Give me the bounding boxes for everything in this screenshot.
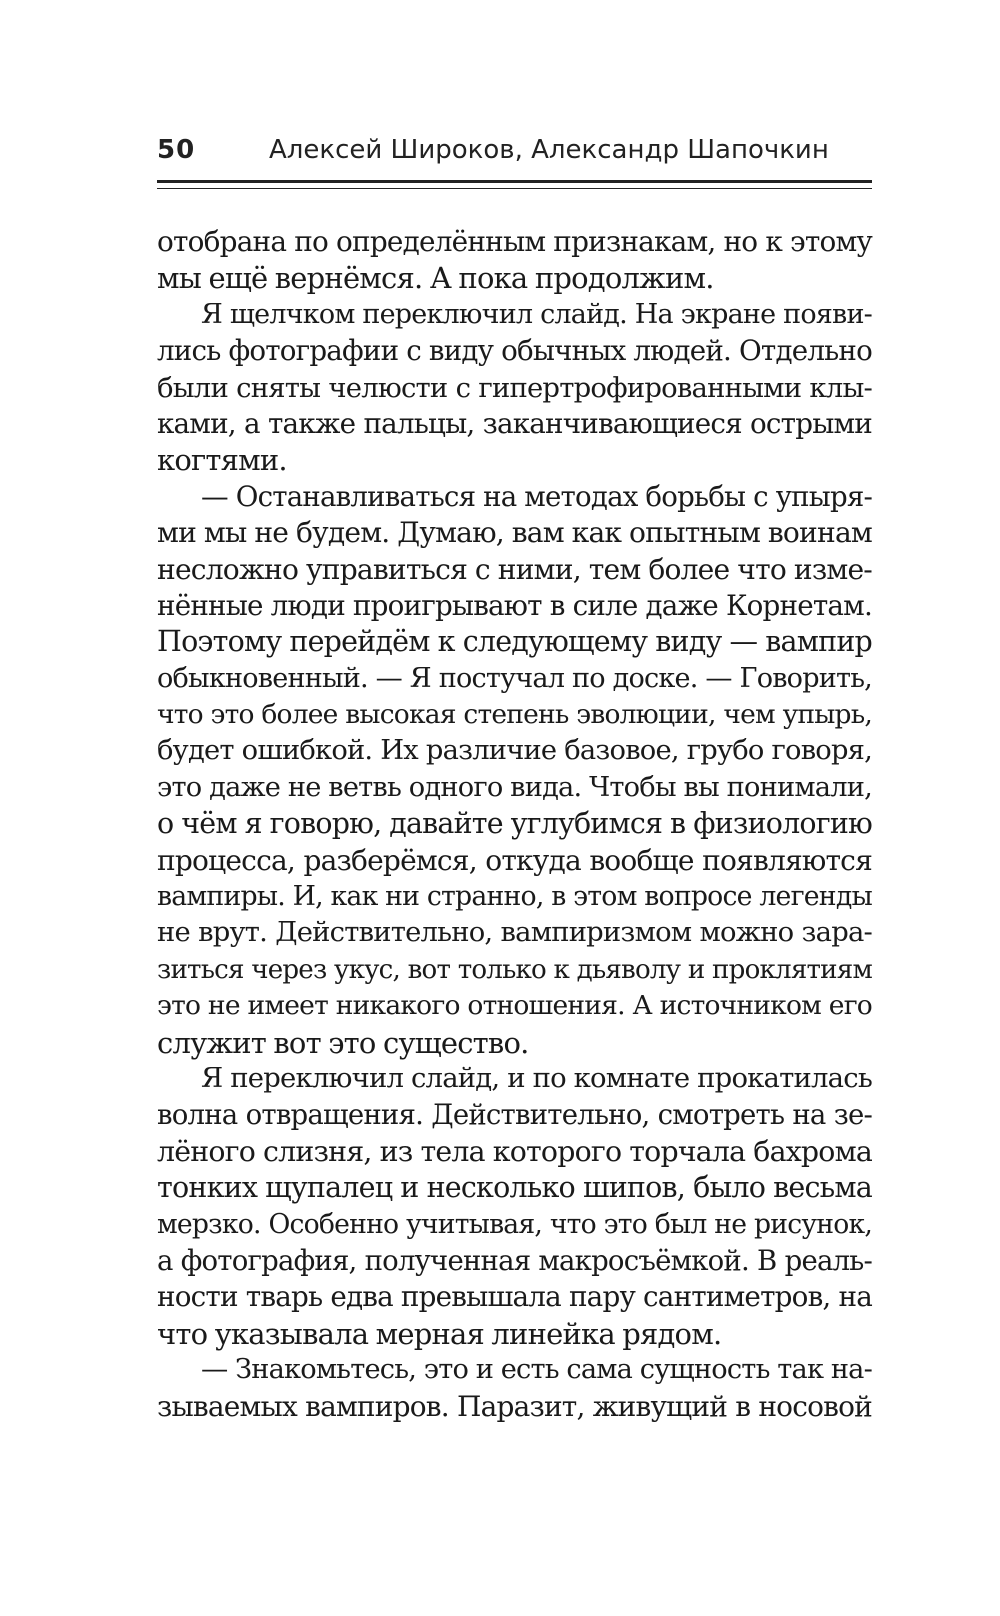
text-line: что указывала мерная линейка рядом.: [157, 1316, 722, 1351]
text-line: ности тварь едва превышала пару сантиметров, на: [157, 1280, 872, 1314]
text-line: будет ошибкой. Их различие базовое, грубо говоря,: [157, 735, 872, 767]
page-number: 50: [157, 135, 196, 165]
text-line: процесса, разберёмся, откуда вообще появляются: [157, 843, 872, 877]
text-line: зываемых вампиров. Паразит, живущий в носовой: [157, 1389, 872, 1423]
text-line: были сняты челюсти с гипертрофированными клы-: [157, 371, 872, 404]
text-line: Я переключил слайд, и по комнате прокатилась: [201, 1062, 872, 1094]
text-line: лёного слизня, из тела которого торчала бахрома: [157, 1134, 872, 1168]
header-rule-thick: [157, 180, 872, 183]
text-line: а фотография, полученная макросъёмкой. В реаль-: [157, 1244, 872, 1277]
text-line: мы ещё вернёмся. А пока продолжим.: [157, 261, 714, 296]
body-text: [157, 224, 872, 1425]
text-line: о чём я говорю, давайте углубимся в физиологию: [157, 807, 872, 841]
text-line: мерзко. Особенно учитывая, что это был не рисунок,: [157, 1208, 872, 1240]
text-line: тонких щупалец и несколько шипов, было весьма: [157, 1171, 872, 1205]
text-line: Поэтому перейдём к следующему виду — вампир: [157, 625, 872, 659]
text-line: лись фотографии с виду обычных людей. Отдельно: [157, 334, 872, 368]
text-line: отобрана по определённым признакам, но к этому: [157, 225, 872, 258]
text-line: что это более высокая степень эволюции, чем упырь,: [157, 699, 872, 731]
text-line: ками, а также пальцы, заканчивающиеся острыми: [157, 406, 872, 440]
text-line: нённые люди проигрывают в силе даже Корнетам.: [157, 588, 872, 622]
text-line: не врут. Действительно, вампиризмом можно зара-: [157, 917, 872, 949]
text-line: волна отвращения. Действительно, смотреть на зе-: [157, 1098, 872, 1132]
text-line: это даже не ветвь одного вида. Чтобы вы понимали,: [157, 771, 872, 803]
text-line: — Останавливаться на методах борьбы с упыря-: [201, 479, 872, 513]
text-line: вампиры. И, как ни странно, в этом вопросе легенды: [157, 881, 872, 913]
header-rule-thin: [157, 188, 872, 189]
running-head: [157, 130, 872, 170]
text-line: Я щелчком переключил слайд. На экране появи-: [201, 298, 872, 330]
text-line: это не имеет никакого отношения. А источником его: [157, 990, 872, 1022]
text-line: ми мы не будем. Думаю, вам как опытным воинам: [157, 516, 872, 550]
text-line: несложно управиться с ними, тем более что изме-: [157, 552, 872, 586]
text-line: — Знакомьтесь, это и есть сама сущность так на-: [201, 1354, 872, 1386]
text-line: обыкновенный. — Я постучал по доске. — Говорить,: [157, 662, 872, 694]
text-line: когтями.: [157, 443, 287, 478]
text-line: служит вот это существо.: [157, 1025, 529, 1060]
running-head-title: Алексей Широков, Александр Шапочкин: [269, 135, 829, 165]
text-line: зиться через укус, вот только к дьяволу и проклятиям: [157, 954, 872, 985]
